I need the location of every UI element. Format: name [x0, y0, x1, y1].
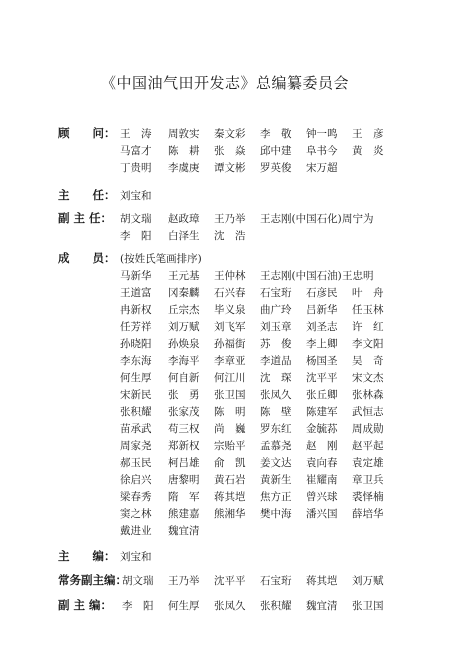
person-name: 张凤久 [260, 389, 292, 401]
person-name: 王 彦 [352, 128, 384, 140]
person-name: 黄新生 [260, 474, 292, 486]
person-name: 宋新民 [120, 389, 152, 401]
members-row [0, 387, 450, 401]
person-name: 李海平 [168, 355, 200, 367]
person-name: 毕义泉 [214, 304, 246, 316]
person-name: 蒋其垲 [306, 575, 338, 587]
person-name: 任玉林 [352, 304, 384, 316]
person-name: 李文阳 [352, 338, 384, 350]
person-name: 刘飞军 [214, 321, 246, 333]
person-name: 张积耀 [260, 600, 292, 612]
person-name: 沈平平 [306, 372, 338, 384]
person-name: 蒋其垲 [214, 491, 246, 503]
person-name: 冉新权 [120, 304, 152, 316]
person-name: 王道富 [120, 287, 152, 299]
person-name: 王元基 [168, 270, 200, 282]
person-name: 吕新华 [306, 304, 338, 316]
person-name: 黄石岩 [214, 474, 246, 486]
person-name: 胡文瑞 [120, 213, 152, 225]
members-sort-note: (按姓氏笔画排序) [120, 253, 202, 265]
deputy-chief-label: 副 主 编： [58, 598, 113, 612]
person-name: 武恒志 [352, 406, 384, 418]
person-name: 唐黎明 [168, 474, 200, 486]
person-name: 章卫兵 [352, 474, 384, 486]
person-name: 刘圣志 [306, 321, 338, 333]
person-name: 王仲林 [214, 270, 246, 282]
person-name: 裘怿楠 [352, 491, 384, 503]
person-name: 黄 炎 [352, 145, 384, 157]
person-name: 徐启兴 [120, 474, 152, 486]
members-row [0, 353, 450, 367]
person-name: 张积耀 [120, 406, 152, 418]
person-name: 苗承武 [120, 423, 152, 435]
chief-editor-row [0, 549, 450, 563]
person-name: 宋万超 [306, 162, 338, 174]
person-name: 薛培华 [352, 508, 384, 520]
person-name: 潘兴国 [306, 508, 338, 520]
person-name: 张 勇 [168, 389, 200, 401]
person-name: 谭文彬 [214, 162, 246, 174]
members-row [0, 438, 450, 452]
person-name: 李章亚 [214, 355, 246, 367]
person-name: 袁定雄 [352, 457, 384, 469]
person-name: 罗东红 [260, 423, 292, 435]
person-name: 熊湘华 [214, 508, 246, 520]
person-name: 张凤久 [214, 600, 246, 612]
person-name: 吴 奇 [352, 355, 384, 367]
person-name: 宗贻平 [214, 440, 246, 452]
members-row [0, 336, 450, 350]
person-name: 何江川 [214, 372, 246, 384]
person-name: 李 阳 [122, 600, 154, 612]
person-name: 姜文达 [260, 457, 292, 469]
person-name: 郑新权 [168, 440, 200, 452]
person-name: 周成勋 [352, 423, 384, 435]
person-name: 周家尧 [120, 440, 152, 452]
person-name: 熊建嘉 [168, 508, 200, 520]
chief-editor-label: 主 编： [58, 549, 116, 563]
person-name: 邱中建 [260, 145, 292, 157]
person-name: 杨国圣 [306, 355, 338, 367]
person-name: 叶 舟 [352, 287, 384, 299]
person-name: 王乃举 [214, 213, 246, 225]
advisors-row [0, 126, 450, 140]
person-name: 白泽生 [168, 230, 200, 242]
person-name: 张丘卿 [306, 389, 338, 401]
person-name: 李虞庚 [168, 162, 200, 174]
person-name: 焦方正 [260, 491, 292, 503]
person-name: 钟一鸣 [306, 128, 338, 140]
person-name: 柯吕雄 [168, 457, 200, 469]
person-name: 冈秦麟 [168, 287, 200, 299]
members-row [0, 285, 450, 299]
person-name: 赵政璋 [168, 213, 200, 225]
person-name: 金毓荪 [306, 423, 338, 435]
members-row [0, 302, 450, 316]
person-name: 郝玉民 [120, 457, 152, 469]
person-name: 罗英俊 [260, 162, 292, 174]
person-name: 李东海 [120, 355, 152, 367]
person-name: 马富才 [120, 145, 152, 157]
executive-deputy-chief-label: 常务副主编： [58, 573, 127, 587]
members-row [0, 523, 450, 537]
members-row [0, 506, 450, 520]
person-name: 刘玉章 [260, 321, 292, 333]
advisors-row [0, 160, 450, 174]
members-row [0, 421, 450, 435]
person-name: 张林森 [352, 389, 384, 401]
person-name: 魏宜清 [168, 525, 200, 537]
person-name: 尚 巍 [214, 423, 246, 435]
person-name: 曲广玲 [260, 304, 292, 316]
person-name: 曾兴球 [306, 491, 338, 503]
deputy-director-row [0, 211, 450, 225]
person-name: 李上卿 [306, 338, 338, 350]
person-name: 周宁为 [342, 213, 374, 225]
person-name: 任芳祥 [120, 321, 152, 333]
person-name: 陈 明 [214, 406, 246, 418]
person-name: 孙焕泉 [168, 338, 200, 350]
person-name: 王志刚(中国石油) [260, 270, 342, 282]
advisors-row [0, 143, 450, 157]
executive-deputy-chief-row [0, 573, 450, 587]
person-name: 崔耀南 [306, 474, 338, 486]
director-label: 主 任： [58, 188, 116, 202]
person-name: 李 敬 [260, 128, 292, 140]
deputy-director-label: 副 主 任： [58, 211, 113, 225]
person-name: 何生厚 [120, 372, 152, 384]
person-name: 张家茂 [168, 406, 200, 418]
person-name: 苟三权 [168, 423, 200, 435]
person-name: 马新华 [120, 270, 152, 282]
person-name: 俞 凯 [214, 457, 246, 469]
person-name: 孙晓阳 [120, 338, 152, 350]
members-row [0, 489, 450, 503]
person-name: 窦之林 [120, 508, 152, 520]
person-name: 宋文杰 [352, 372, 384, 384]
person-name: 孟慕尧 [260, 440, 292, 452]
person-name: 王志刚(中国石化) [260, 213, 342, 225]
person-name: 张卫国 [352, 600, 384, 612]
person-name: 石宝珩 [260, 287, 292, 299]
person-name: 苏 俊 [260, 338, 292, 350]
person-name: 陈 壁 [260, 406, 292, 418]
person-name: 王忠明 [342, 270, 374, 282]
person-name: 周敦实 [168, 128, 200, 140]
person-name: 刘万赋 [168, 321, 200, 333]
person-name: 王 涛 [120, 128, 152, 140]
person-name: 李道品 [260, 355, 292, 367]
person-name: 孙福街 [214, 338, 246, 350]
person-name: 魏宜清 [306, 600, 338, 612]
person-name: 何自新 [168, 372, 200, 384]
person-name: 丁贵明 [120, 162, 152, 174]
person-name: 梁春秀 [120, 491, 152, 503]
person-name: 隋 军 [168, 491, 200, 503]
deputy-chief-row [0, 598, 450, 612]
person-name: 石宝珩 [260, 575, 292, 587]
person-name: 王乃举 [168, 575, 200, 587]
person-name: 袁向春 [306, 457, 338, 469]
person-name: 沈 琛 [260, 372, 292, 384]
person-name: 刘万赋 [352, 575, 384, 587]
person-name: 陈建军 [306, 406, 338, 418]
person-name: 樊中海 [260, 508, 292, 520]
deputy-director-row [0, 228, 450, 242]
person-name: 赵平起 [352, 440, 384, 452]
person-name: 沈 浩 [214, 230, 246, 242]
person-name: 秦文彩 [214, 128, 246, 140]
person-name: 张 焱 [214, 145, 246, 157]
person-name: 李 阳 [120, 230, 152, 242]
person-name: 张卫国 [214, 389, 246, 401]
person-name: 赵 刚 [306, 440, 338, 452]
members-label: 成 员： [58, 251, 116, 265]
page-title: 《中国油气田开发志》总编纂委员会 [100, 74, 349, 92]
person-name: 何生厚 [168, 600, 200, 612]
person-name: 阜书今 [306, 145, 338, 157]
person-name: 刘宝和 [120, 551, 152, 563]
members-row [0, 319, 450, 333]
person-name: 戴进业 [120, 525, 152, 537]
members-row [0, 455, 450, 469]
director-row [0, 188, 450, 202]
members-row [0, 472, 450, 486]
person-name: 丘宗杰 [168, 304, 200, 316]
person-name: 石彦民 [306, 287, 338, 299]
members-row [0, 268, 450, 282]
person-name: 刘宝和 [120, 190, 152, 202]
advisors-label: 顾 问： [58, 126, 116, 140]
members-row [0, 404, 450, 418]
person-name: 石兴春 [214, 287, 246, 299]
person-name: 陈 耕 [168, 145, 200, 157]
members-row [0, 370, 450, 384]
person-name: 沈平平 [214, 575, 246, 587]
person-name: 许 红 [352, 321, 384, 333]
person-name: 胡文瑞 [122, 575, 154, 587]
